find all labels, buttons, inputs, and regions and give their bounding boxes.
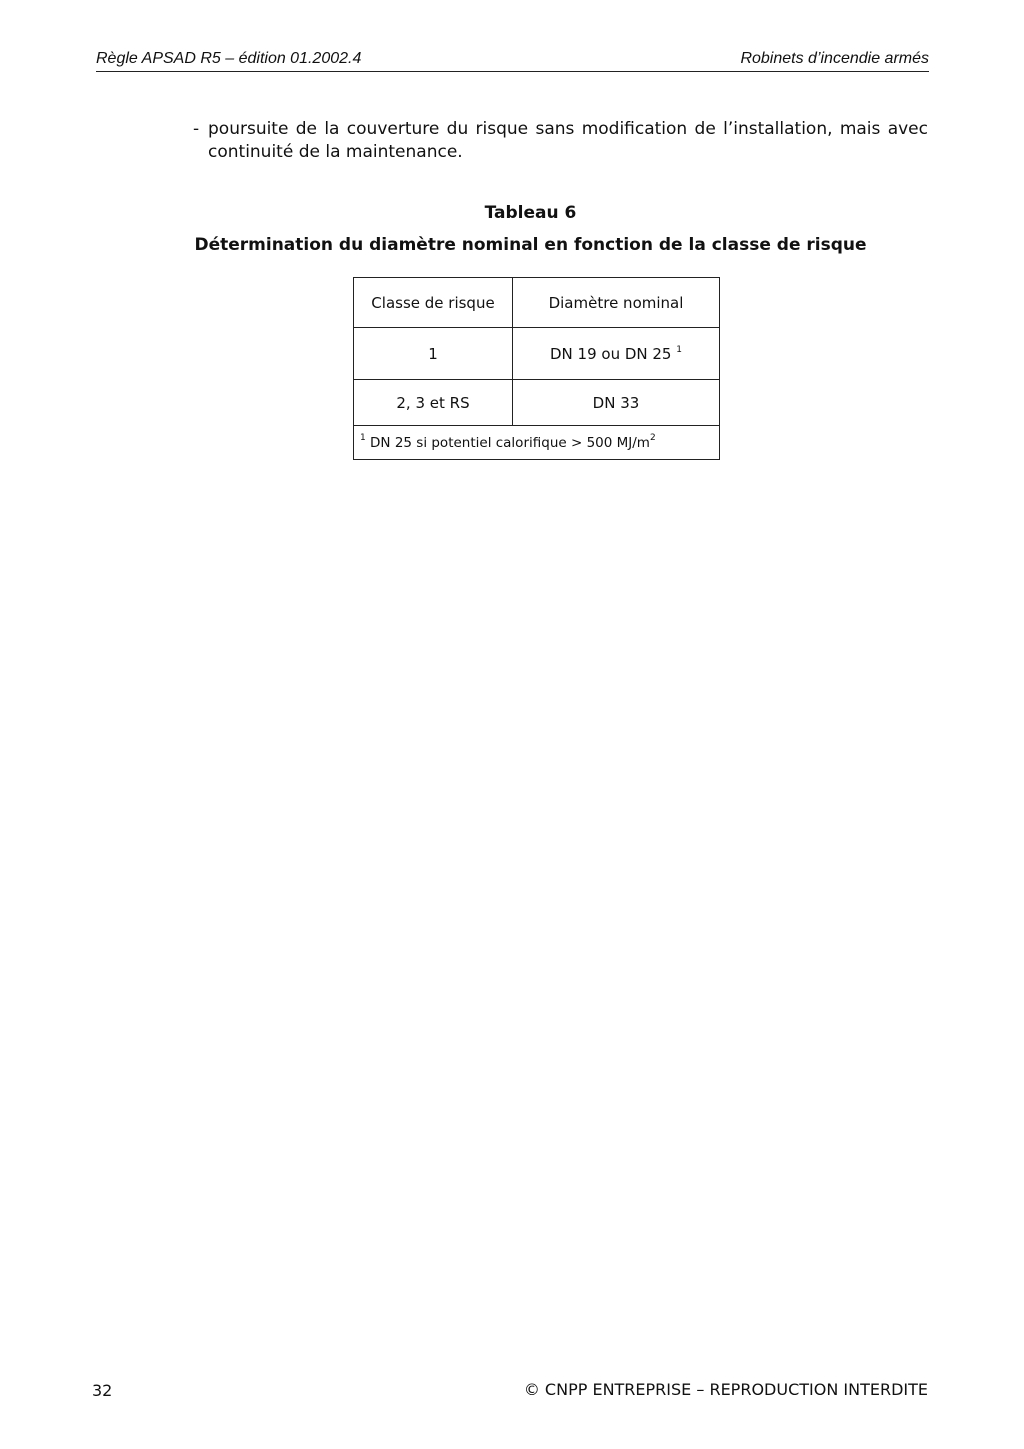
cell-classe: 2, 3 et RS	[354, 380, 513, 426]
bullet-text: poursuite de la couverture du risque sans modification de l’installation, mais avec continuité de la maintenance.	[208, 119, 928, 162]
bullet-marker: -	[193, 119, 200, 139]
cell-diametre	[513, 328, 720, 380]
footnote-exponent: 2	[649, 432, 656, 443]
footnote-text: DN 25 si potentiel calorifique > 500 MJ/m	[370, 434, 650, 451]
table-row	[354, 328, 720, 380]
page-header	[96, 49, 929, 72]
header-cell-classe: Classe de risque	[354, 278, 513, 328]
page-number: 32	[92, 1381, 113, 1400]
header-chapter-title: Robinets d’incendie armés	[740, 50, 929, 67]
cell-classe: 1	[354, 328, 513, 380]
table-header-row	[354, 278, 720, 328]
footnote-ref: 1	[676, 344, 682, 355]
diameter-table	[353, 277, 720, 460]
bullet-paragraph	[193, 118, 928, 164]
table-number-title: Tableau 6	[484, 203, 577, 223]
copyright-notice: © CNPP ENTREPRISE – REPRODUCTION INTERDITE	[523, 1380, 928, 1399]
table-row	[354, 380, 720, 426]
footnote-marker: 1	[360, 432, 366, 443]
table-caption: Détermination du diamètre nominal en fonction de la classe de risque	[194, 235, 867, 255]
cell-diametre: DN 33	[513, 380, 720, 426]
table-footnote-row	[354, 426, 720, 460]
cell-diametre-value: DN 19 ou DN 25	[550, 344, 672, 363]
header-document-reference: Règle APSAD R5 – édition 01.2002.4	[96, 50, 362, 67]
table-footnote	[354, 426, 720, 460]
header-cell-diametre: Diamètre nominal	[513, 278, 720, 328]
